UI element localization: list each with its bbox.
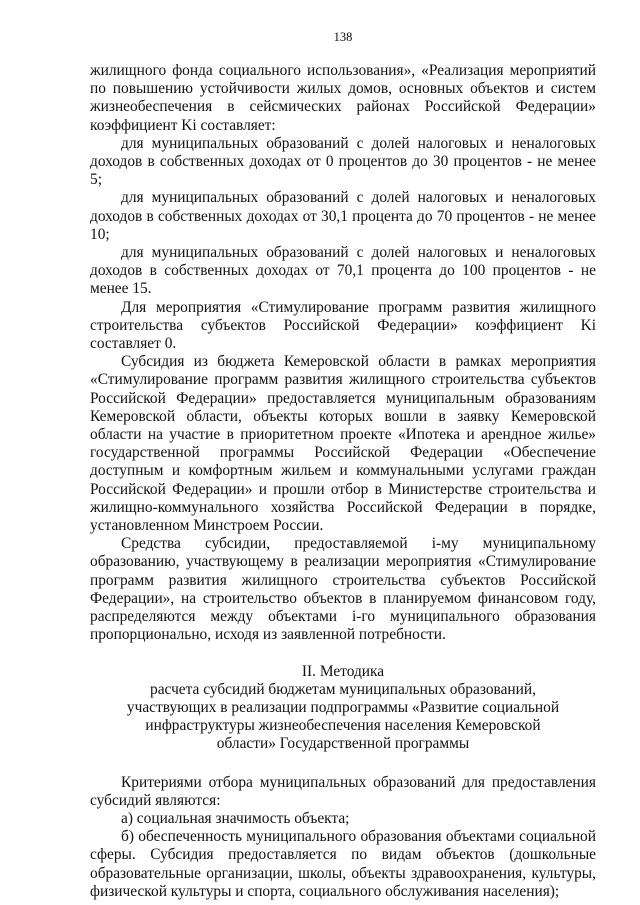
- paragraph: жилищного фонда социального использования», «Реализация мероприятий по повышению устойчивости жилых домов, основных объектов и систем жизнеобеспечения в сейсмических районах Российской Федерации» коэффициент Ki составляет:: [90, 62, 596, 134]
- section-title-line: II. Методика: [301, 662, 385, 680]
- paragraph: Для мероприятия «Стимулирование программ развития жилищного строительства субъектов Российской Федерации» коэффициент Ki составляет 0.: [90, 298, 596, 353]
- body-text-after: [90, 774, 596, 901]
- document-page: [90, 30, 596, 901]
- paragraph: Критериями отбора муниципальных образований для предоставления субсидий являются:: [90, 773, 596, 809]
- body-text-before: [90, 62, 596, 645]
- section-title-line: участвующих в реализации подпрограммы «Развитие социальной: [126, 698, 560, 716]
- section-title-line: области» Государственной программы: [216, 735, 470, 753]
- paragraph: б) обеспеченность муниципального образования объектами социальной сферы. Субсидия предоставляется по видам объектов (дошкольные образовательные организации, школы, объекты здравоохранения, культуры, физической культуры и спорта, социального обслуживания населения);: [90, 828, 596, 900]
- section-title-line: инфраструктуры жизнеобеспечения населения Кемеровской: [145, 717, 541, 735]
- paragraph: Средства субсидии, предоставляемой i-му муниципальному образованию, участвующему в реализации мероприятия «Стимулирование программ развития жилищного строительства субъектов Российской Федерации», на строительство объектов в планируемом финансовом году, распределяются между объектами i-го муниципального образования пропорционально, исходя из заявленной потребности.: [90, 535, 596, 644]
- paragraph: для муниципальных образований с долей налоговых и неналоговых доходов в собственных доходах от 30,1 процента до 70 процентов - не менее 10;: [90, 189, 596, 243]
- paragraph: а) социальная значимость объекта;: [121, 809, 350, 827]
- section-title: [90, 663, 596, 754]
- paragraph: Субсидия из бюджета Кемеровской области в рамках мероприятия «Стимулирование программ развития жилищного строительства субъектов Российской Федерации» предоставляется муниципальным образованиям Кемеровской области, объекты которых вошли в заявку Кемеровской области на участие в приоритетном проекте «Ипотека и арендное жилье» государственной программы Российской Федерации «Обеспечение доступным и комфортным жильем и коммунальными услугами граждан Российской Федерации» и прошли отбор в Министерстве строительства и жилищно-коммунального хозяйства Российской Федерации в порядке, установленном Минстроем России.: [90, 353, 596, 535]
- paragraph: для муниципальных образований с долей налоговых и неналоговых доходов в собственных доходах от 0 процентов до 30 процентов - не менее 5;: [90, 134, 596, 189]
- paragraph: для муниципальных образований с долей налоговых и неналоговых доходов в собственных доходах от 70,1 процента до 100 процентов - не менее 15.: [90, 244, 596, 298]
- section-title-line: расчета субсидий бюджетам муниципальных образований,: [150, 680, 536, 698]
- page-number: 138: [333, 30, 353, 44]
